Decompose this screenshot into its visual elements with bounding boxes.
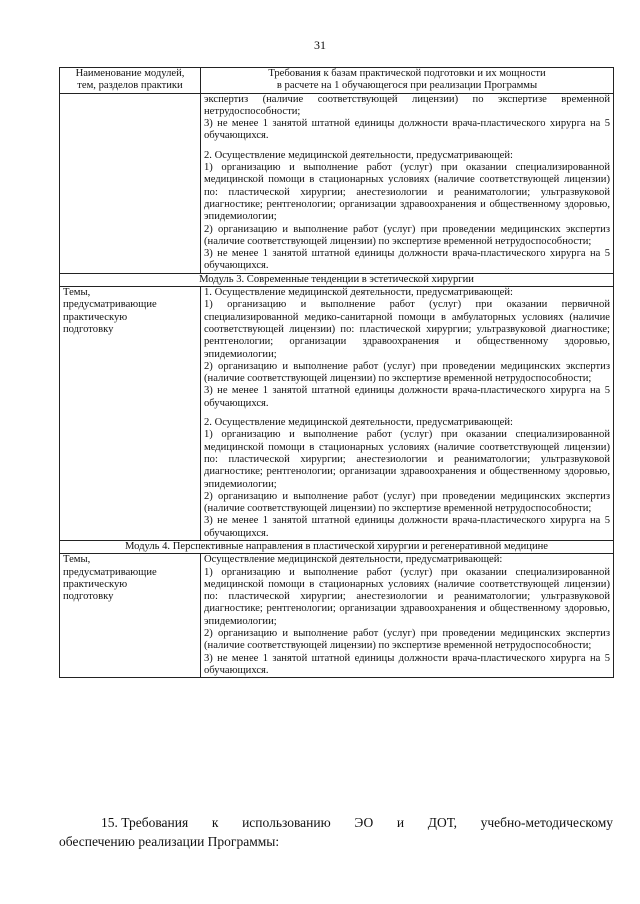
table-row bbox=[60, 287, 614, 541]
requirement-block bbox=[204, 150, 610, 273]
requirement-line: 2) организацию и выполнение работ (услуг) при проведении медицинских экспертиз (наличие соответствующей лицензии) по экспертизе временной нетрудоспособности; bbox=[204, 223, 610, 247]
requirement-line: 3) не менее 1 занятой штатной единицы должности врача-пластического хирурга на 5 обучающихся. bbox=[204, 248, 610, 272]
requirement-line: 1) организацию и выполнение работ (услуг) при оказании специализированной медицинской помощи в стационарных условиях (наличие соответствующей лицензии) по: пластической хирургии; анестезиологии и реаниматологии; ультразвуковой диагностике; рентгенологии; организации здравоохранения и общественному здоровью, эпидемиологии; bbox=[204, 566, 610, 627]
header-line: тем, разделов практики bbox=[77, 80, 183, 92]
requirement-block bbox=[204, 554, 610, 677]
topic-line: Темы, bbox=[63, 287, 91, 299]
requirement-block bbox=[204, 417, 610, 540]
requirement-line: 3) не менее 1 занятой штатной единицы должности врача-пластического хирурга на 5 обучающихся. bbox=[204, 652, 610, 676]
header-line: в расчете на 1 обучающегося при реализации Программы bbox=[276, 80, 538, 92]
requirement-line: 1. Осуществление медицинской деятельности, предусматривающей: bbox=[204, 287, 513, 299]
header-line: Наименование модулей, bbox=[75, 68, 185, 79]
section-15-heading bbox=[59, 813, 613, 851]
requirement-line: 2. Осуществление медицинской деятельности, предусматривающей: bbox=[204, 149, 513, 161]
requirement-line: 3) не менее 1 занятой штатной единицы должности врача-пластического хирурга на 5 обучающихся. bbox=[204, 385, 610, 409]
topic-cell bbox=[60, 554, 201, 678]
topic-line: практическую bbox=[63, 578, 128, 590]
topic-line: практическую bbox=[63, 311, 128, 323]
module-title-row bbox=[60, 273, 614, 286]
section-15-word: 15. Требования bbox=[101, 815, 189, 830]
table-row bbox=[60, 93, 614, 273]
requirement-block bbox=[204, 287, 610, 410]
topic-line: подготовку bbox=[63, 591, 114, 603]
requirement-line: 1) организацию и выполнение работ (услуг) при оказании специализированной медицинской помощи в стационарных условиях (наличие соответствующей лицензии) по: пластической хирургии; анестезиологии и реаниматологии; ультразвуковой диагностике; рентгенологии; организации здравоохранения и общественному здоровью, эпидемиологии; bbox=[204, 429, 610, 490]
header-line: Требования к базам практической подготовки и их мощности bbox=[268, 68, 546, 79]
requirement-line: 3) не менее 1 занятой штатной единицы должности врача-пластического хирурга на 5 обучающихся. bbox=[204, 118, 610, 142]
page-number: 31 bbox=[314, 38, 326, 52]
topic-cell bbox=[60, 287, 201, 541]
requirement-line: 2. Осуществление медицинской деятельности, предусматривающей: bbox=[204, 417, 513, 429]
section-15-word: учебно-методическому bbox=[480, 815, 613, 830]
topic-cell bbox=[60, 93, 201, 273]
requirements-cell bbox=[201, 287, 614, 541]
topic-line: предусматривающие bbox=[63, 566, 157, 578]
topic-line: подготовку bbox=[63, 323, 114, 335]
topic-line: предусматривающие bbox=[63, 299, 157, 311]
table-row bbox=[60, 554, 614, 678]
requirement-line: 2) организацию и выполнение работ (услуг) при проведении медицинских экспертиз (наличие соответствующей лицензии) по экспертизе временной нетрудоспособности; bbox=[204, 360, 610, 385]
section-15-word: ДОТ, bbox=[427, 815, 457, 830]
module-title-row bbox=[60, 540, 614, 553]
requirements-cell bbox=[201, 554, 614, 678]
topic-line: Темы, bbox=[63, 554, 91, 566]
section-15-line-1 bbox=[59, 813, 613, 832]
requirement-line: 2) организацию и выполнение работ (услуг) при проведении медицинских экспертиз (наличие соответствующей лицензии) по экспертизе временной нетрудоспособности; bbox=[204, 628, 610, 652]
section-15-word: к bbox=[211, 815, 219, 830]
section-15-line-2: обеспечению реализации Программы: bbox=[59, 834, 280, 849]
table-header-row bbox=[60, 68, 614, 94]
header-requirements bbox=[201, 68, 614, 94]
requirement-line: 1) организацию и выполнение работ (услуг) при оказании специализированной медицинской помощи в стационарных условиях (наличие соответствующей лицензии) по: пластической хирургии; анестезиологии и реаниматологии; ультразвуковой диагностике; рентгенологии; организации здравоохранения и общественному здоровью, эпидемиологии; bbox=[204, 162, 610, 223]
requirement-line: 2) организацию и выполнение работ (услуг) при проведении медицинских экспертиз (наличие соответствующей лицензии) по экспертизе временной нетрудоспособности; bbox=[204, 490, 610, 515]
requirement-line: Осуществление медицинской деятельности, предусматривающей: bbox=[204, 554, 503, 566]
section-15-word: ЭО bbox=[354, 815, 374, 830]
requirement-line: экспертиз (наличие соответствующей лицензии) по экспертизе временной нетрудоспособности; bbox=[204, 93, 610, 117]
module-4-title: Модуль 4. Перспективные направления в пластической хирургии и регенеративной медицине bbox=[60, 540, 614, 553]
module-3-title: Модуль 3. Современные тенденции в эстетической хирургии bbox=[60, 273, 614, 286]
header-modules bbox=[60, 68, 201, 94]
requirement-block bbox=[204, 94, 610, 143]
section-15-word: и bbox=[396, 815, 405, 830]
requirement-line: 1) организацию и выполнение работ (услуг) при оказании первичной специализированной медико-санитарной помощи в амбулаторных условиях (наличие соответствующей лицензии) по: пластической хирургии; ультразвуковой диагностике; рентгенологии; организации здравоохранения и общественному здоровью, эпидемиологии; bbox=[204, 299, 610, 360]
requirements-cell bbox=[201, 93, 614, 273]
requirements-table bbox=[59, 67, 614, 678]
requirement-line: 3) не менее 1 занятой штатной единицы должности врача-пластического хирурга на 5 обучающихся. bbox=[204, 515, 610, 539]
section-15-word: использованию bbox=[242, 815, 331, 830]
